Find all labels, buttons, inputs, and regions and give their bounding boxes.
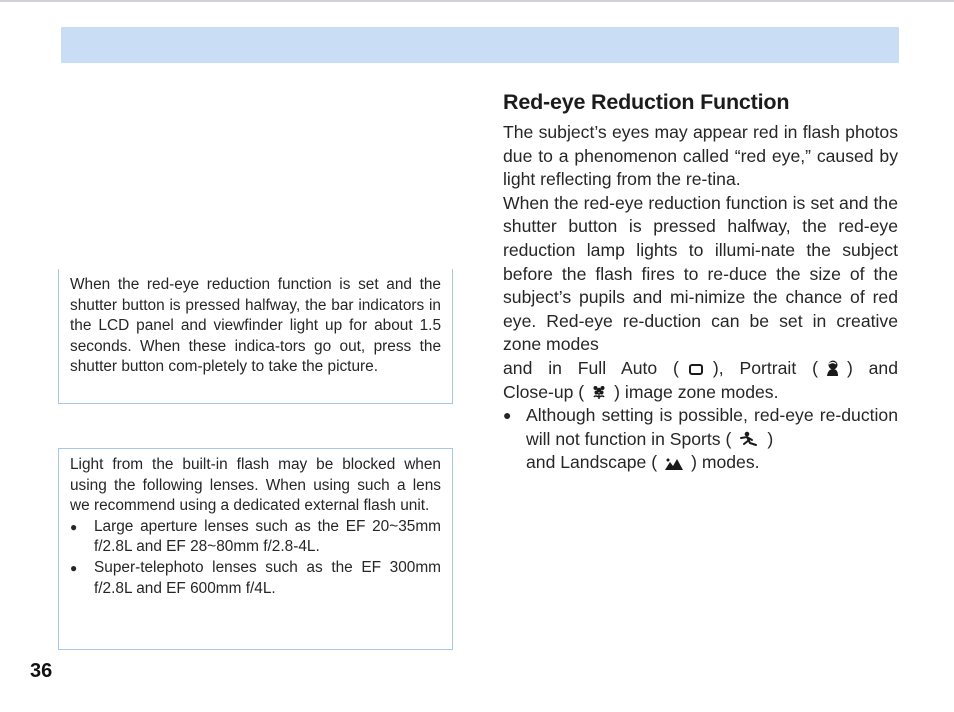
full-auto-icon xyxy=(689,364,703,375)
closeup-icon xyxy=(592,384,606,403)
bullet-dot: ● xyxy=(503,407,512,424)
body-bullet-1-text: Although setting is possible, red-eye re-duction will not function in Sports ( ) and Landscape ( ) modes. xyxy=(526,405,898,473)
body-column xyxy=(503,121,898,475)
full-auto-label: and in Full Auto ( xyxy=(503,357,679,378)
body-paragraph-2-modes xyxy=(503,357,898,381)
body-paragraph-1: The subject’s eyes may appear red in flash photos due to a phenomenon called “red eye,” caused by light reflecting from the re-tina. xyxy=(503,122,898,190)
portrait-label: ), Portrait ( xyxy=(712,357,818,378)
bullet-dot: ● xyxy=(70,560,78,575)
note-box-lcd-indicators xyxy=(58,269,453,404)
body-paragraph-2 xyxy=(503,192,898,357)
top-rule xyxy=(0,0,954,2)
body-paragraph-2-closeup xyxy=(503,381,898,405)
closeup-label: Close-up ( xyxy=(503,381,585,402)
and-label: ) and xyxy=(846,357,899,378)
body-bullet-1 xyxy=(503,404,898,475)
bullet-dot: ● xyxy=(70,519,78,534)
note-b-item-text: Large aperture lenses such as the EF 20~35mm f/2.8L and EF 28~80mm f/2.8-4L. xyxy=(94,517,441,556)
note-a-text: When the red-eye reduction function is set and the shutter button is pressed halfway, the bar indicators in the LCD panel and viewfinder light up for about 1.5 seconds. When these indica-tors go out, press the shutter button com-pletely to take the picture. xyxy=(70,276,441,376)
portrait-icon xyxy=(826,360,839,379)
section-title: Red-eye Reduction Function xyxy=(503,90,790,114)
page-number: 36 xyxy=(30,660,53,682)
note-b-intro: Light from the built-in flash may be blocked when using the following lenses. When using such a lens we recommend using a dedicated external flash unit. xyxy=(70,456,441,515)
sports-icon xyxy=(739,431,759,450)
note-b-item xyxy=(70,517,441,558)
note-box-lens-warning xyxy=(58,448,453,650)
body-paragraph-2-text: When the red-eye reduction function is set and the shutter button is pressed halfway, the red-eye reduction lamp lights to illumi-nate the subject before the flash fires to re-duce the size of the subject’s pupils and mi-nimize the chance of red eye. Red-eye re-duction can be set in creative zone modes xyxy=(503,192,898,355)
header-band xyxy=(61,27,899,63)
image-zone-label: ) image zone modes. xyxy=(614,381,779,402)
note-b-item xyxy=(70,558,441,599)
landscape-icon xyxy=(665,458,683,473)
note-b-item-text: Super-telephoto lenses such as the EF 300mm f/2.8L and EF 600mm f/4L. xyxy=(94,558,441,597)
